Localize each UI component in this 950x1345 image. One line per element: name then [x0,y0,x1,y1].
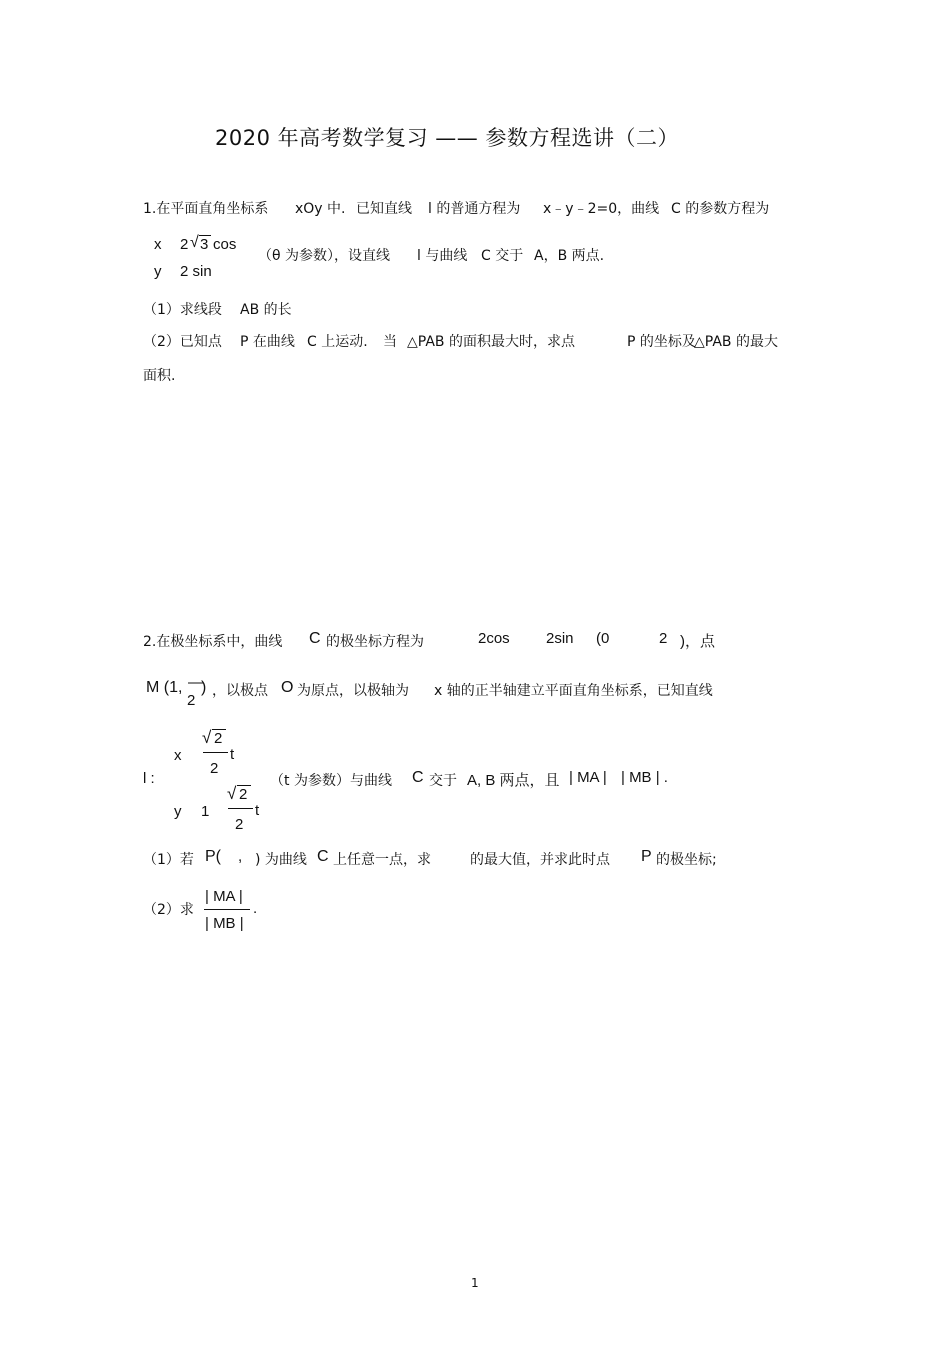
point-m-den: 2 [187,692,196,709]
p2-text: （t 为参数）与曲线 [270,773,392,789]
p2-q2: （2）求 [143,902,194,918]
p2-text: 2.在极坐标系中，曲线 [143,634,283,650]
p1-q1: AB 的长 [240,302,292,318]
p1-q2: △PAB 的面积最大时，求点 [407,334,575,350]
p1-q2: C 上运动. [307,334,368,350]
ly-var: y [174,803,182,820]
p1-text: C 的参数方程为 [671,201,770,217]
p2-eq: 2 [659,630,668,647]
p2-eq: 2cos [478,630,510,647]
p2-text: | MB | . [621,769,668,786]
sqrt-icon: √ [202,728,212,747]
point-m-close: ) [201,679,207,696]
p1-q2: △PAB 的最大 [694,334,778,350]
p2-q1: P [641,848,652,865]
lx-den: 2 [210,760,219,777]
p1-text: l 的普通方程为 [428,201,521,217]
p1-text: C 交于 [481,248,524,264]
p2-eq: (0 [596,630,610,647]
p2-text: O [281,679,294,696]
p2-q2-end: . [253,900,258,917]
p1-text: 已知直线 [356,201,412,217]
p1-q2: 当 [383,334,397,350]
page-title: 2020 年高考数学复习 —— 参数方程选讲（二） [215,126,679,150]
fraction-line [203,752,228,753]
fraction-line [204,909,250,910]
p2-text: 交于 [429,773,457,789]
p2-q1: ) 为曲线 [255,852,307,868]
page-number: 1 [471,1276,479,1290]
sqrt-icon: √ [227,784,237,803]
p2-text: C [309,630,321,647]
p1-text: 1.在平面直角坐标系 [143,201,269,217]
p1-text: xOy 中. [295,201,346,217]
p2-q1: , [238,848,243,865]
p2-q1: 的极坐标; [656,852,717,868]
p1-q2: P 在曲线 [240,334,295,350]
param-x-sqrt: 3 [200,236,209,253]
p2-text: 的极坐标方程为 [326,634,424,650]
fraction-line [228,808,253,809]
p2-q1: P( [205,848,221,865]
param-x-coef: 2 [180,236,189,253]
ly-one: 1 [201,803,210,820]
p2-text: | MA | [569,769,607,786]
p1-text: A，B 两点. [534,248,605,264]
lx-t: t [230,746,235,763]
param-x-func: cos [213,236,237,253]
p2-q1: 的最大值，并求此时点 [470,852,610,868]
param-y-var: y [154,263,162,280]
p2-eq: )，点 [680,633,715,650]
p2-q1: （1）若 [143,852,194,868]
param-y-expr: 2 sin [180,263,212,280]
p1-text: x﹣y﹣2=0，曲线 [543,201,660,217]
ly-num: 2 [239,786,248,803]
p2-q1: C [317,848,329,865]
p1-q2: P 的坐标及 [627,334,696,350]
p2-text: 为原点，以极轴为 [297,683,409,699]
p2-q1: 上任意一点，求 [333,852,431,868]
sqrt-icon: √ [190,234,199,251]
ly-t: t [255,802,260,819]
p2-text: x 轴的正半轴建立平面直角坐标系，已知直线 [434,683,713,699]
p2-q2-num: | MA | [205,888,243,905]
p1-q2: （2）已知点 [143,334,222,350]
p1-q1: （1）求线段 [143,302,222,318]
lx-var: x [174,747,182,764]
p2-q2-den: | MB | [205,915,244,932]
p2-text: A, B 两点，且 [467,772,560,789]
p2-text: C [412,769,424,786]
p1-text: l 与曲线 [417,248,468,264]
point-m-num: — [188,674,203,691]
p2-eq: 2sin [546,630,574,647]
p1-q2: 面积. [143,368,176,384]
param-x-var: x [154,236,162,253]
ly-den: 2 [235,816,244,833]
lx-num: 2 [214,730,223,747]
l-label: l : [143,770,155,787]
p1-text: （θ 为参数），设直线 [258,248,391,264]
point-m: M (1, [146,679,183,696]
p2-text: ，以极点 [212,683,268,699]
